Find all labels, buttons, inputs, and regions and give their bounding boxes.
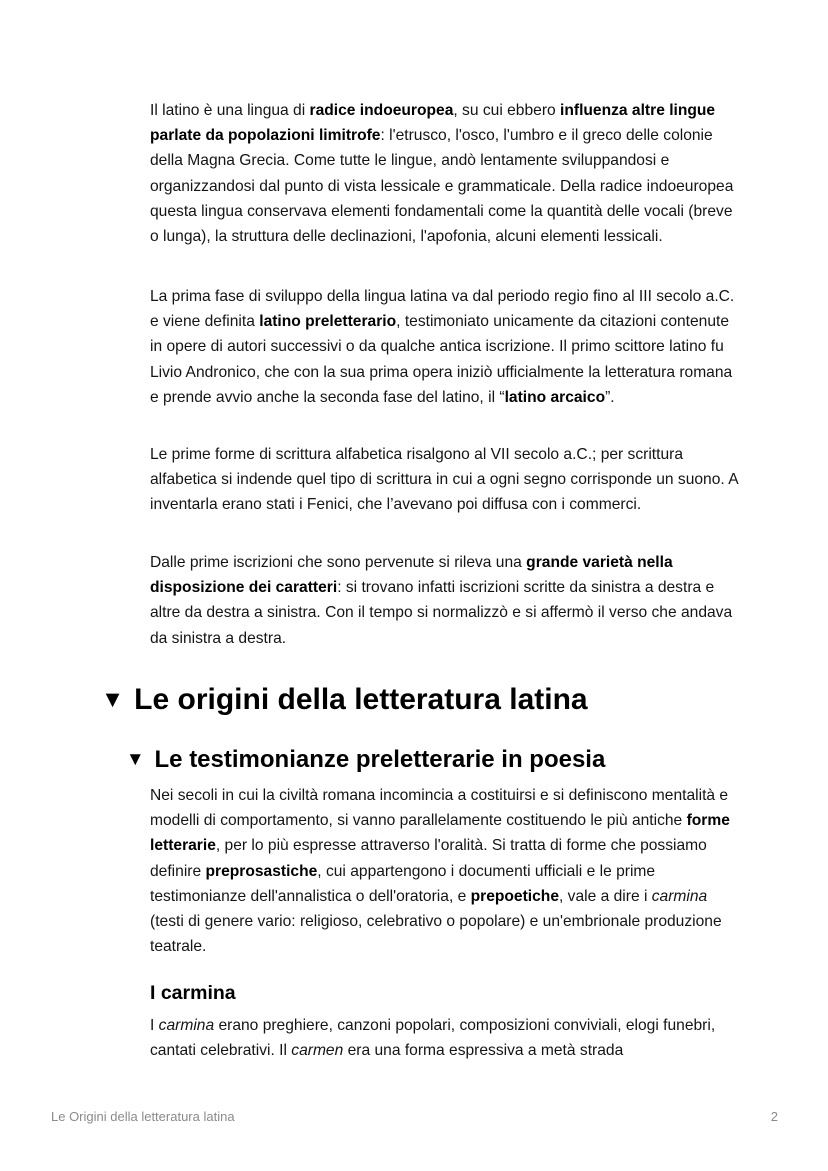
heading-origins-label: Le origini della letteratura latina bbox=[134, 683, 588, 716]
body-section-inscriptions bbox=[150, 550, 740, 651]
body-section-literary-forms bbox=[150, 783, 740, 959]
text-run: , vale a dire i bbox=[559, 887, 652, 905]
bold-run: prepoetiche bbox=[470, 887, 559, 905]
triangle-down-icon[interactable]: ▼ bbox=[126, 748, 145, 769]
text-run: : l'etrusco, l'osco, l'umbro e il greco delle colonie della Magna Grecia. Come tutte le lingue, andò lentamente sviluppandosi e organizzandosi dal punto di vista lessicale e grammaticale. Della radice indoeuropea questa lingua conservava elementi fondamentali come la quantità delle vocali (breve o lunga), la struttura delle declinazioni, l'apofonia, alcuni elementi lessicali. bbox=[150, 127, 734, 246]
text-run: Il latino è una lingua di bbox=[150, 102, 310, 119]
paragraph-preliterary-latin bbox=[150, 284, 740, 410]
text-run: La prima fase di sviluppo della lingua latina va dal periodo regio fino al III secolo a.C. e viene definita bbox=[150, 288, 735, 331]
bold-run: grande varietà nella disposizione dei caratteri bbox=[150, 554, 673, 597]
text-run: ”. bbox=[605, 388, 615, 406]
bold-run: preprosastiche bbox=[205, 862, 318, 880]
bold-run: forme letterarie bbox=[150, 812, 730, 855]
body-section-phases bbox=[150, 284, 740, 410]
text-run: Le prime forme di scrittura alfabetica risalgono al VII secolo a.C.; per scrittura alfabetica si indende quel tipo di scrittura in cui a ogni segno corrisponde un suono. A inventarla erano stati i Fenici, che l’avevano poi diffusa con i commerci. bbox=[150, 446, 738, 514]
footer-page-number: 2 bbox=[770, 1109, 778, 1124]
text-run: I bbox=[150, 1017, 159, 1034]
footer-document-title: Le Origini della letteratura latina bbox=[51, 1109, 235, 1124]
text-run: era una forma espressiva a metà strada bbox=[343, 1042, 624, 1060]
paragraph-carmina bbox=[150, 1013, 740, 1063]
bold-run: influenza altre lingue parlate da popolazioni limitrofe bbox=[150, 102, 716, 145]
text-run: (testi di genere vario: religioso, celebrativo o popolare) e un'embrionale produzione teatrale. bbox=[150, 913, 722, 956]
text-run: Nei secoli in cui la civiltà romana incomincia a costituirsi e si definiscono mentalità e modelli di comportamento, si vanno parallelamente costituendo le più antiche bbox=[150, 787, 729, 830]
paragraph-indoeuropean-roots bbox=[150, 98, 740, 249]
triangle-down-icon[interactable]: ▼ bbox=[101, 686, 125, 712]
heading-preliterary-poetry-label: Le testimonianze preletterarie in poesia bbox=[154, 746, 606, 773]
italic-run: carmina bbox=[158, 1017, 215, 1034]
text-run: , cui appartengono i documenti ufficiali e le prime testimonianze dell'annalistica o dell'oratoria, e bbox=[150, 862, 656, 905]
text-run: , per lo più espresse attraverso l'oralità. Si tratta di forme che possiamo definire bbox=[150, 837, 707, 880]
italic-run: carmen bbox=[291, 1042, 344, 1060]
heading-carmina: I carmina bbox=[150, 982, 236, 1004]
body-section-intro bbox=[150, 98, 740, 249]
heading-origins-toggle[interactable] bbox=[101, 678, 801, 723]
body-section-carmina bbox=[150, 1013, 740, 1063]
text-run: : si trovano infatti iscrizioni scritte da sinistra a destra e altre da destra a sinistra. Con il tempo si normalizzò e si affermò il verso che andava da sinistra a destra. bbox=[150, 579, 733, 647]
text-run: Dalle prime iscrizioni che sono pervenute si rileva una bbox=[150, 554, 527, 571]
heading-preliterary-poetry-toggle[interactable] bbox=[126, 741, 806, 780]
italic-run: carmina bbox=[651, 887, 708, 905]
text-run: , testimoniato unicamente da citazioni contenute in opere di autori successivi o da qualche antica iscrizione. Il primo scittore latino fu Livio Andronico, che con la sua prima opera iniziò ufficialmente la letteratura romana e prende avvio anche la seconda fase del latino, il “ bbox=[150, 313, 733, 406]
bold-run: latino arcaico bbox=[504, 388, 606, 406]
bold-run: radice indoeuropea bbox=[309, 102, 454, 119]
paragraph-literary-forms bbox=[150, 783, 740, 959]
body-section-writing bbox=[150, 442, 740, 518]
paragraph-alphabetic-writing bbox=[150, 442, 740, 518]
bold-run: latino preletterario bbox=[259, 313, 397, 331]
text-run: erano preghiere, canzoni popolari, composizioni conviviali, elogi funebri, cantati celebrativi. Il bbox=[150, 1017, 716, 1060]
text-run: , su cui ebbero bbox=[453, 102, 561, 119]
paragraph-inscriptions bbox=[150, 550, 740, 651]
